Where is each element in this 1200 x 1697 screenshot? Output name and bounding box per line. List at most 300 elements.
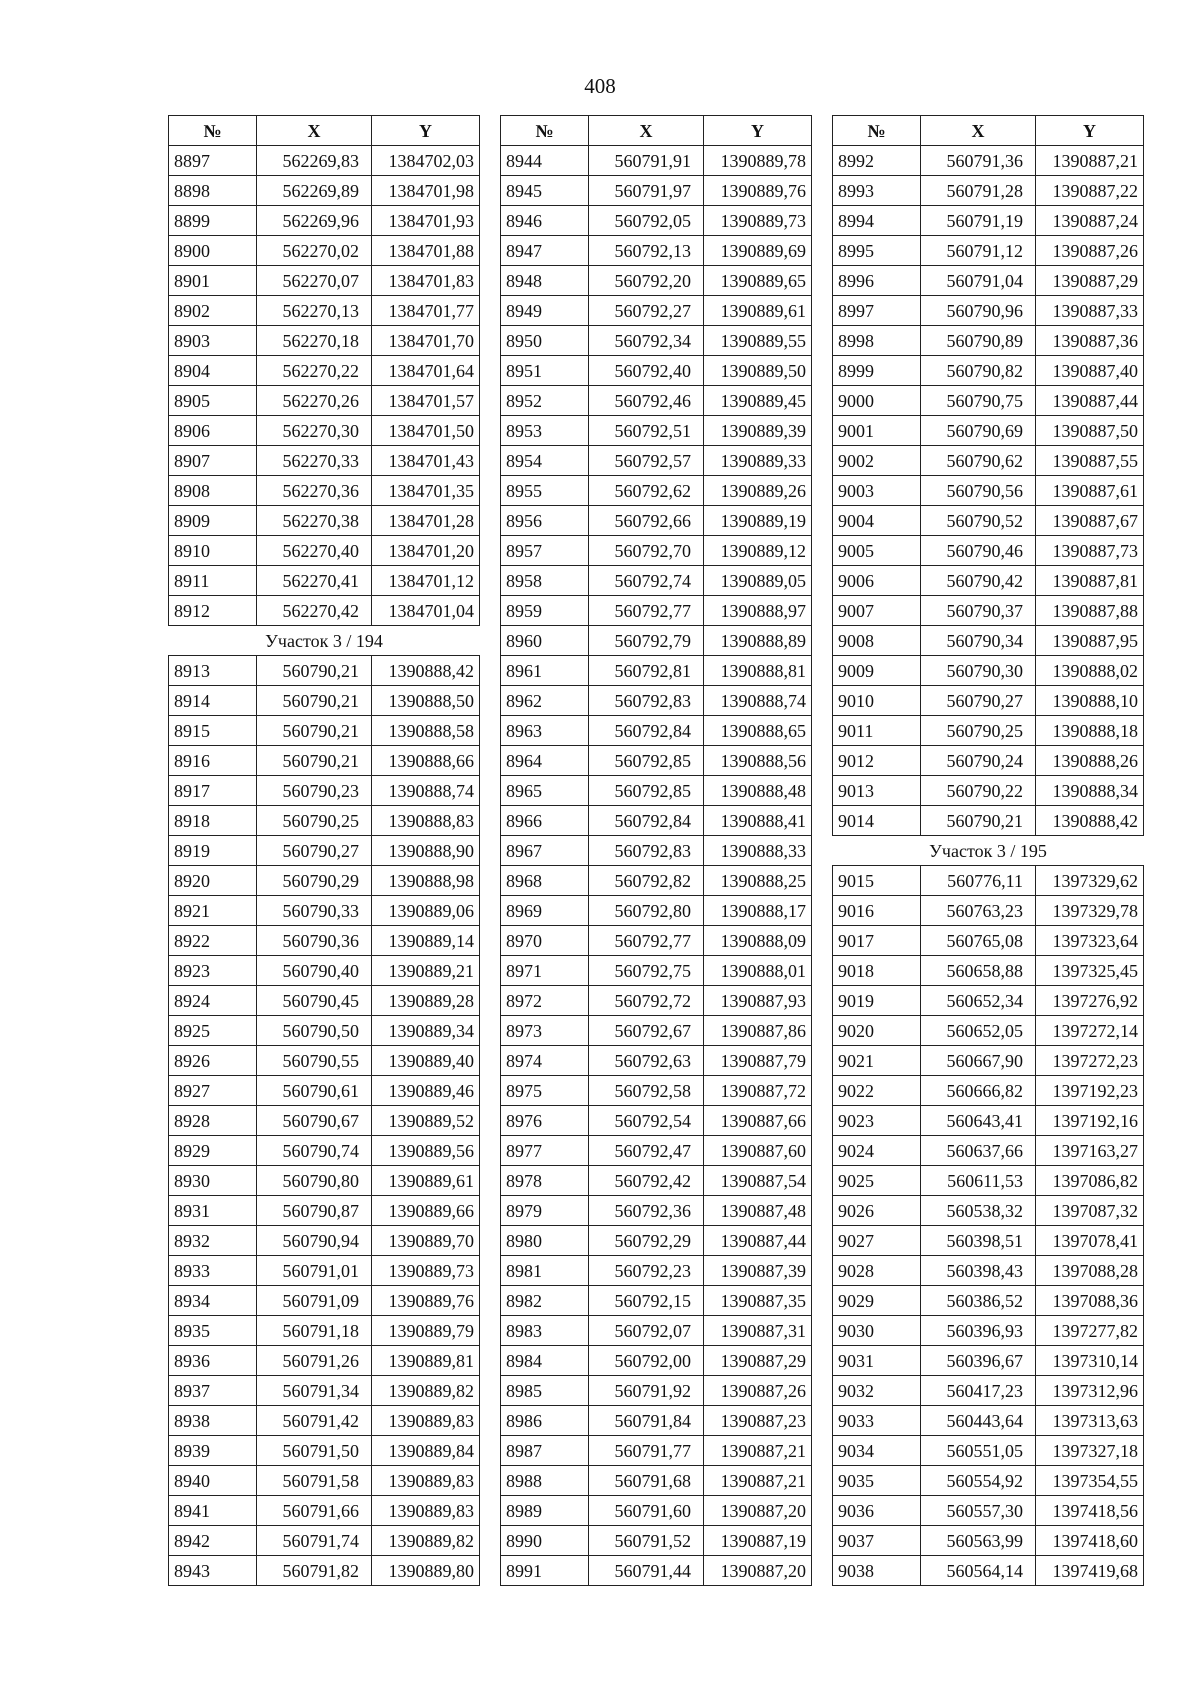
point-number-cell: 8962 [501,686,589,716]
x-coordinate-cell: 560790,82 [921,356,1036,386]
x-coordinate-cell: 560792,80 [589,896,704,926]
y-coordinate-cell: 1384701,50 [372,416,480,446]
y-coordinate-cell: 1390889,45 [704,386,812,416]
x-coordinate-cell: 562270,40 [257,536,372,566]
x-coordinate-cell: 560666,82 [921,1076,1036,1106]
point-number-cell: 9018 [833,956,921,986]
point-number-cell: 8899 [169,206,257,236]
x-coordinate-cell: 560386,52 [921,1286,1036,1316]
table-row [169,1496,480,1526]
table-row [501,356,812,386]
x-coordinate-cell: 560790,27 [257,836,372,866]
x-coordinate-cell: 560792,20 [589,266,704,296]
table-row [833,716,1144,746]
y-coordinate-cell: 1390889,76 [372,1286,480,1316]
x-coordinate-cell: 560791,97 [589,176,704,206]
table-header-row [501,116,812,146]
point-number-cell: 8907 [169,446,257,476]
x-coordinate-cell: 560791,91 [589,146,704,176]
table-row [169,836,480,866]
point-number-cell: 8922 [169,926,257,956]
point-number-cell: 8957 [501,536,589,566]
point-number-cell: 8961 [501,656,589,686]
y-coordinate-cell: 1384701,28 [372,506,480,536]
point-number-cell: 9011 [833,716,921,746]
table-row [501,1106,812,1136]
x-coordinate-cell: 560792,36 [589,1196,704,1226]
table-row [833,806,1144,836]
y-coordinate-cell: 1390889,61 [704,296,812,326]
table-row [169,1376,480,1406]
point-number-cell: 8954 [501,446,589,476]
x-coordinate-cell: 560791,26 [257,1346,372,1376]
x-coordinate-cell: 560396,93 [921,1316,1036,1346]
table-row [833,1106,1144,1136]
point-number-cell: 8915 [169,716,257,746]
x-coordinate-cell: 560792,00 [589,1346,704,1376]
y-coordinate-cell: 1390888,65 [704,716,812,746]
header-num: № [501,116,589,146]
y-coordinate-cell: 1384701,70 [372,326,480,356]
y-coordinate-cell: 1390887,72 [704,1076,812,1106]
y-coordinate-cell: 1397310,14 [1036,1346,1144,1376]
point-number-cell: 9027 [833,1226,921,1256]
y-coordinate-cell: 1390889,66 [372,1196,480,1226]
point-number-cell: 8937 [169,1376,257,1406]
point-number-cell: 9004 [833,506,921,536]
y-coordinate-cell: 1390887,86 [704,1016,812,1046]
x-coordinate-cell: 560792,72 [589,986,704,1016]
x-coordinate-cell: 560792,84 [589,716,704,746]
point-number-cell: 8996 [833,266,921,296]
table-row [501,1556,812,1586]
point-number-cell: 9008 [833,626,921,656]
table-row [833,386,1144,416]
point-number-cell: 8935 [169,1316,257,1346]
x-coordinate-cell: 560792,29 [589,1226,704,1256]
y-coordinate-cell: 1390887,88 [1036,596,1144,626]
point-number-cell: 9001 [833,416,921,446]
x-coordinate-cell: 560792,05 [589,206,704,236]
table-row [169,506,480,536]
point-number-cell: 8949 [501,296,589,326]
y-coordinate-cell: 1397086,82 [1036,1166,1144,1196]
x-coordinate-cell: 560791,50 [257,1436,372,1466]
point-number-cell: 8916 [169,746,257,776]
table-row [501,326,812,356]
x-coordinate-cell: 562270,22 [257,356,372,386]
x-coordinate-cell: 560554,92 [921,1466,1036,1496]
point-number-cell: 8897 [169,146,257,176]
table-row [501,236,812,266]
table-row [833,926,1144,956]
table-row [169,986,480,1016]
x-coordinate-cell: 560791,60 [589,1496,704,1526]
y-coordinate-cell: 1390887,36 [1036,326,1144,356]
y-coordinate-cell: 1384701,77 [372,296,480,326]
y-coordinate-cell: 1390887,24 [1036,206,1144,236]
table-row [833,1316,1144,1346]
table-row [169,326,480,356]
y-coordinate-cell: 1390888,02 [1036,656,1144,686]
point-number-cell: 9020 [833,1016,921,1046]
point-number-cell: 9015 [833,866,921,896]
x-coordinate-cell: 560792,81 [589,656,704,686]
x-coordinate-cell: 560790,87 [257,1196,372,1226]
point-number-cell: 9012 [833,746,921,776]
point-number-cell: 8920 [169,866,257,896]
table-row [501,1046,812,1076]
y-coordinate-cell: 1390887,39 [704,1256,812,1286]
table-row [501,1196,812,1226]
table-header-row [169,116,480,146]
point-number-cell: 8994 [833,206,921,236]
y-coordinate-cell: 1390887,21 [704,1466,812,1496]
point-number-cell: 8919 [169,836,257,866]
point-number-cell: 9029 [833,1286,921,1316]
table-row [169,1166,480,1196]
y-coordinate-cell: 1390889,61 [372,1166,480,1196]
point-number-cell: 8980 [501,1226,589,1256]
y-coordinate-cell: 1390889,33 [704,446,812,476]
table-row [169,566,480,596]
y-coordinate-cell: 1397276,92 [1036,986,1144,1016]
point-number-cell: 8940 [169,1466,257,1496]
table-row [833,986,1144,1016]
table-row [169,716,480,746]
point-number-cell: 9003 [833,476,921,506]
table-row [833,1046,1144,1076]
point-number-cell: 8950 [501,326,589,356]
x-coordinate-cell: 560792,27 [589,296,704,326]
table-row [169,596,480,626]
y-coordinate-cell: 1390888,50 [372,686,480,716]
point-number-cell: 8982 [501,1286,589,1316]
point-number-cell: 8976 [501,1106,589,1136]
table-row [169,1346,480,1376]
y-coordinate-cell: 1390887,29 [704,1346,812,1376]
table-row [833,956,1144,986]
point-number-cell: 8924 [169,986,257,1016]
point-number-cell: 8997 [833,296,921,326]
x-coordinate-cell: 560776,11 [921,866,1036,896]
y-coordinate-cell: 1390889,69 [704,236,812,266]
table-row [501,506,812,536]
point-number-cell: 8927 [169,1076,257,1106]
table-row [501,566,812,596]
x-coordinate-cell: 560790,56 [921,476,1036,506]
table-row [833,1016,1144,1046]
point-number-cell: 8898 [169,176,257,206]
y-coordinate-cell: 1390889,83 [372,1496,480,1526]
x-coordinate-cell: 560790,22 [921,776,1036,806]
y-coordinate-cell: 1397078,41 [1036,1226,1144,1256]
x-coordinate-cell: 560790,37 [921,596,1036,626]
x-coordinate-cell: 562270,07 [257,266,372,296]
x-coordinate-cell: 560790,89 [921,326,1036,356]
point-number-cell: 9033 [833,1406,921,1436]
table-row [169,296,480,326]
y-coordinate-cell: 1390887,93 [704,986,812,1016]
y-coordinate-cell: 1397088,36 [1036,1286,1144,1316]
x-coordinate-cell: 560790,62 [921,446,1036,476]
y-coordinate-cell: 1384701,64 [372,356,480,386]
x-coordinate-cell: 560792,23 [589,1256,704,1286]
y-coordinate-cell: 1390888,10 [1036,686,1144,716]
x-coordinate-cell: 562269,89 [257,176,372,206]
y-coordinate-cell: 1390889,05 [704,566,812,596]
point-number-cell: 8926 [169,1046,257,1076]
y-coordinate-cell: 1390888,58 [372,716,480,746]
y-coordinate-cell: 1384701,12 [372,566,480,596]
table-row [169,686,480,716]
y-coordinate-cell: 1390889,80 [372,1556,480,1586]
y-coordinate-cell: 1390888,34 [1036,776,1144,806]
table-row [833,1436,1144,1466]
header-num: № [833,116,921,146]
point-number-cell: 8991 [501,1556,589,1586]
y-coordinate-cell: 1390889,79 [372,1316,480,1346]
y-coordinate-cell: 1397418,60 [1036,1526,1144,1556]
point-number-cell: 8946 [501,206,589,236]
point-number-cell: 8925 [169,1016,257,1046]
point-number-cell: 8973 [501,1016,589,1046]
y-coordinate-cell: 1390887,54 [704,1166,812,1196]
table-row [169,1526,480,1556]
y-coordinate-cell: 1390887,20 [704,1496,812,1526]
table-row [169,1046,480,1076]
x-coordinate-cell: 560792,63 [589,1046,704,1076]
y-coordinate-cell: 1390887,21 [1036,146,1144,176]
y-coordinate-cell: 1390888,81 [704,656,812,686]
header-y: Y [372,116,480,146]
point-number-cell: 9013 [833,776,921,806]
x-coordinate-cell: 560792,40 [589,356,704,386]
point-number-cell: 8977 [501,1136,589,1166]
point-number-cell: 8921 [169,896,257,926]
y-coordinate-cell: 1390887,66 [704,1106,812,1136]
page-number: 408 [584,74,616,98]
x-coordinate-cell: 560790,29 [257,866,372,896]
point-number-cell: 9023 [833,1106,921,1136]
y-coordinate-cell: 1390887,23 [704,1406,812,1436]
x-coordinate-cell: 560791,84 [589,1406,704,1436]
y-coordinate-cell: 1390889,46 [372,1076,480,1106]
table-row [501,956,812,986]
table-row [501,146,812,176]
point-number-cell: 9010 [833,686,921,716]
table-row [501,776,812,806]
point-number-cell: 8908 [169,476,257,506]
table-row [169,536,480,566]
y-coordinate-cell: 1390889,39 [704,416,812,446]
x-coordinate-cell: 560637,66 [921,1136,1036,1166]
table-row [501,656,812,686]
table-row [833,326,1144,356]
point-number-cell: 8943 [169,1556,257,1586]
y-coordinate-cell: 1390887,26 [704,1376,812,1406]
y-coordinate-cell: 1390887,26 [1036,236,1144,266]
x-coordinate-cell: 560398,43 [921,1256,1036,1286]
point-number-cell: 8903 [169,326,257,356]
table-row [501,1286,812,1316]
x-coordinate-cell: 560792,62 [589,476,704,506]
point-number-cell: 8959 [501,596,589,626]
table-row [833,266,1144,296]
point-number-cell: 8974 [501,1046,589,1076]
point-number-cell: 8979 [501,1196,589,1226]
point-number-cell: 8911 [169,566,257,596]
point-number-cell: 8928 [169,1106,257,1136]
section-label: Участок 3 / 195 [833,836,1144,866]
x-coordinate-cell: 560792,85 [589,746,704,776]
table-row [833,1196,1144,1226]
point-number-cell: 8945 [501,176,589,206]
table-row [833,1466,1144,1496]
y-coordinate-cell: 1397192,16 [1036,1106,1144,1136]
x-coordinate-cell: 560792,34 [589,326,704,356]
x-coordinate-cell: 562270,30 [257,416,372,446]
x-coordinate-cell: 560791,74 [257,1526,372,1556]
point-number-cell: 8913 [169,656,257,686]
y-coordinate-cell: 1384701,35 [372,476,480,506]
table-row [833,1526,1144,1556]
table-row [501,1316,812,1346]
table-row [833,746,1144,776]
y-coordinate-cell: 1390887,22 [1036,176,1144,206]
table-row [501,836,812,866]
point-number-cell: 9028 [833,1256,921,1286]
x-coordinate-cell: 560792,57 [589,446,704,476]
point-number-cell: 8941 [169,1496,257,1526]
point-number-cell: 8947 [501,236,589,266]
table-row [833,656,1144,686]
table-row [833,566,1144,596]
y-coordinate-cell: 1397418,56 [1036,1496,1144,1526]
point-number-cell: 8901 [169,266,257,296]
x-coordinate-cell: 560791,12 [921,236,1036,266]
point-number-cell: 8999 [833,356,921,386]
table-row [169,1196,480,1226]
point-number-cell: 8929 [169,1136,257,1166]
table-row [501,1466,812,1496]
table-row [501,416,812,446]
y-coordinate-cell: 1390889,73 [372,1256,480,1286]
x-coordinate-cell: 560791,68 [589,1466,704,1496]
table-row [169,266,480,296]
y-coordinate-cell: 1390889,21 [372,956,480,986]
table-row [169,386,480,416]
point-number-cell: 9022 [833,1076,921,1106]
point-number-cell: 8918 [169,806,257,836]
point-number-cell: 8942 [169,1526,257,1556]
point-number-cell: 8967 [501,836,589,866]
table-row [833,896,1144,926]
point-number-cell: 9000 [833,386,921,416]
x-coordinate-cell: 560790,61 [257,1076,372,1106]
x-coordinate-cell: 560643,41 [921,1106,1036,1136]
table-row [169,896,480,926]
x-coordinate-cell: 560792,54 [589,1106,704,1136]
table-row [501,1526,812,1556]
x-coordinate-cell: 560763,23 [921,896,1036,926]
point-number-cell: 8912 [169,596,257,626]
point-number-cell: 8934 [169,1286,257,1316]
point-number-cell: 8900 [169,236,257,266]
x-coordinate-cell: 560790,25 [921,716,1036,746]
y-coordinate-cell: 1390889,78 [704,146,812,176]
table-row [501,1166,812,1196]
x-coordinate-cell: 560791,92 [589,1376,704,1406]
x-coordinate-cell: 560792,83 [589,836,704,866]
point-number-cell: 9030 [833,1316,921,1346]
coordinate-table-3 [832,115,1144,1586]
table-row [833,1076,1144,1106]
point-number-cell: 8923 [169,956,257,986]
point-number-cell: 9037 [833,1526,921,1556]
point-number-cell: 8906 [169,416,257,446]
table-row [501,1346,812,1376]
point-number-cell: 8971 [501,956,589,986]
coordinate-table-2 [500,115,812,1586]
table-row [501,266,812,296]
point-number-cell: 8933 [169,1256,257,1286]
x-coordinate-cell: 562270,42 [257,596,372,626]
x-coordinate-cell: 560790,96 [921,296,1036,326]
x-coordinate-cell: 560791,36 [921,146,1036,176]
y-coordinate-cell: 1390889,65 [704,266,812,296]
point-number-cell: 9006 [833,566,921,596]
x-coordinate-cell: 560790,21 [257,716,372,746]
y-coordinate-cell: 1390889,81 [372,1346,480,1376]
x-coordinate-cell: 562270,02 [257,236,372,266]
y-coordinate-cell: 1384701,83 [372,266,480,296]
table-row [833,1556,1144,1586]
y-coordinate-cell: 1397312,96 [1036,1376,1144,1406]
point-number-cell: 8986 [501,1406,589,1436]
table-row [833,236,1144,266]
table-row [501,896,812,926]
x-coordinate-cell: 560790,34 [921,626,1036,656]
x-coordinate-cell: 560790,69 [921,416,1036,446]
y-coordinate-cell: 1384701,04 [372,596,480,626]
table-row [169,1556,480,1586]
x-coordinate-cell: 560790,80 [257,1166,372,1196]
y-coordinate-cell: 1390888,90 [372,836,480,866]
x-coordinate-cell: 560790,21 [921,806,1036,836]
y-coordinate-cell: 1390887,35 [704,1286,812,1316]
y-coordinate-cell: 1390888,97 [704,596,812,626]
table-row [169,656,480,686]
y-coordinate-cell: 1390887,81 [1036,566,1144,596]
table-row [833,476,1144,506]
table-row [833,1166,1144,1196]
y-coordinate-cell: 1384701,98 [372,176,480,206]
x-coordinate-cell: 560792,46 [589,386,704,416]
point-number-cell: 8966 [501,806,589,836]
y-coordinate-cell: 1390888,42 [1036,806,1144,836]
y-coordinate-cell: 1390887,55 [1036,446,1144,476]
y-coordinate-cell: 1390888,74 [704,686,812,716]
table-row [833,1226,1144,1256]
x-coordinate-cell: 560791,18 [257,1316,372,1346]
x-coordinate-cell: 560790,40 [257,956,372,986]
point-number-cell: 8909 [169,506,257,536]
x-coordinate-cell: 560538,32 [921,1196,1036,1226]
table-row [169,1406,480,1436]
x-coordinate-cell: 560791,52 [589,1526,704,1556]
point-number-cell: 8965 [501,776,589,806]
